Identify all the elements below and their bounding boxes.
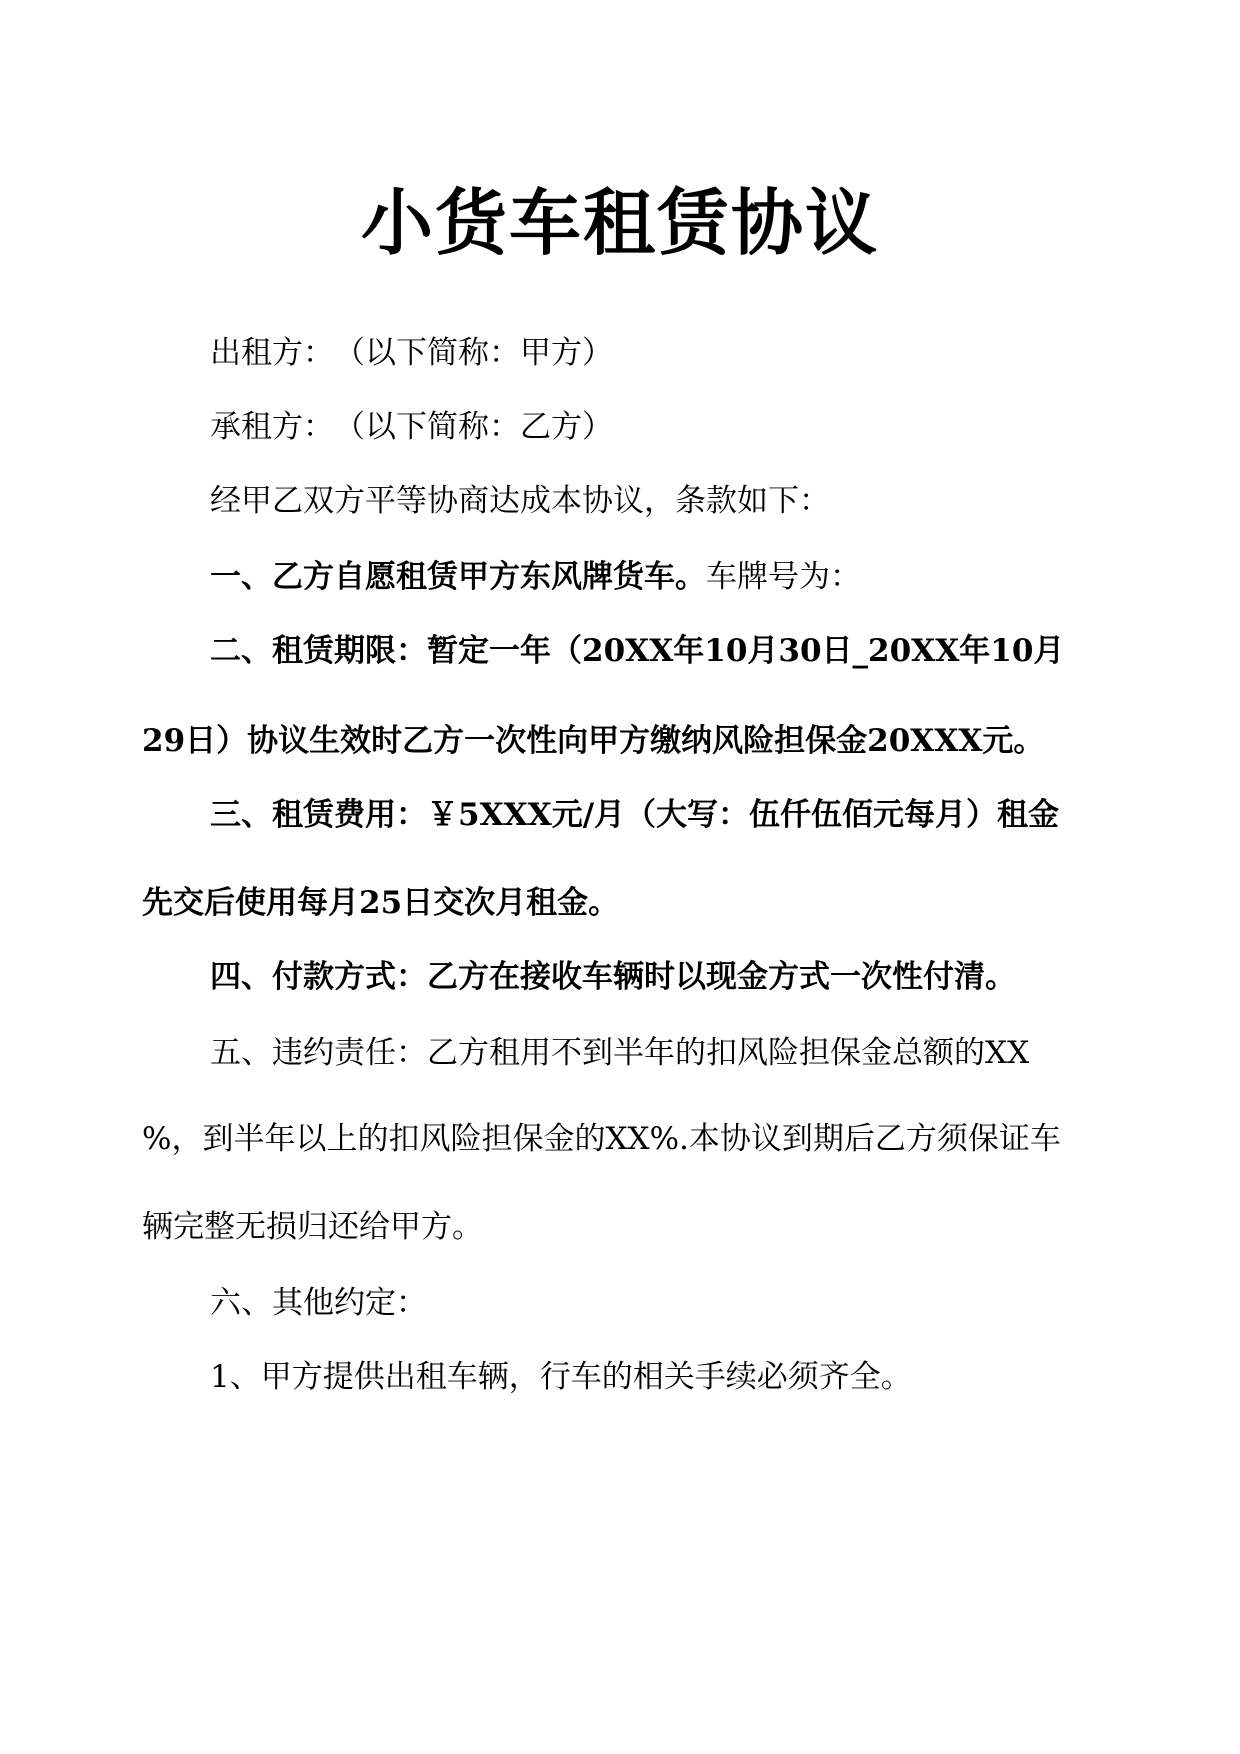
clause-2-line-1: 二、租赁期限：暂定一年（20XX年10月30日_20XX年10月	[210, 633, 1065, 669]
clause-3-line-2: 先交后使用每月25日交次月租金。	[142, 885, 620, 921]
clause-6-heading: 六、其他约定：	[210, 1285, 427, 1321]
lessor-line: 出租方： （以下简称：甲方）	[210, 335, 613, 371]
intro-line: 经甲乙双方平等协商达成本协议，条款如下：	[210, 483, 830, 519]
clause-5-line-3: 辆完整无损归还给甲方。	[142, 1209, 483, 1245]
clause-1	[142, 558, 1102, 596]
clause-5-line-2: %，到半年以上的扣风险担保金的XX%.本协议到期后乙方须保证车	[142, 1121, 1061, 1157]
clause-5-line-1: 五、违约责任：乙方租用不到半年的扣风险担保金总额的XX	[210, 1035, 1030, 1071]
clause-2-line-2: 29日）协议生效时乙方一次性向甲方缴纳风险担保金20XXX元。	[142, 723, 1045, 759]
clause-4: 四、付款方式：乙方在接收车辆时以现金方式一次性付清。	[210, 959, 1016, 995]
clause-6-item-1: 1、甲方提供出租车辆，行车的相关手续必须齐全。	[210, 1359, 912, 1395]
document-title: 小货车租赁协议	[360, 181, 879, 265]
clause-1-normal: 车牌号为：	[706, 559, 861, 595]
clause-3-line-1: 三、租赁费用：￥5XXX元/月（大写：伍仟伍佰元每月）租金	[210, 797, 1060, 833]
lessee-line: 承租方： （以下简称：乙方）	[210, 409, 613, 445]
clause-1-bold: 一、乙方自愿租赁甲方东风牌货车。	[210, 559, 706, 595]
